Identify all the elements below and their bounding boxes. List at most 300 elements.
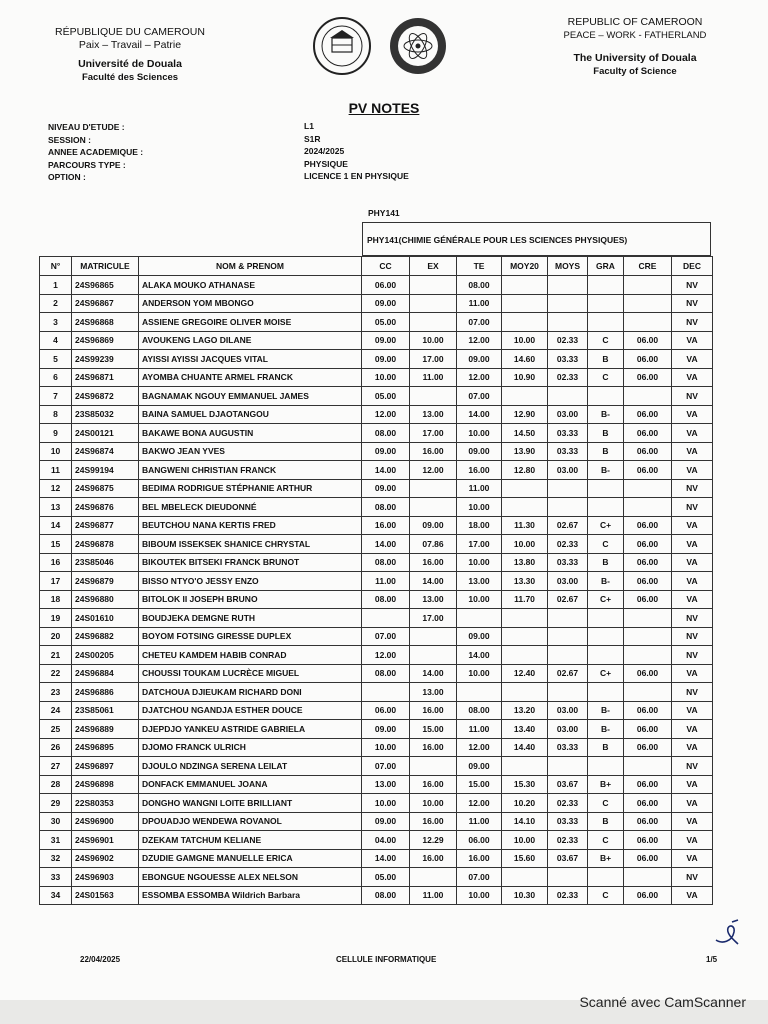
table-cell: 03.00 (548, 572, 588, 591)
table-cell (548, 479, 588, 498)
table-cell: 06.00 (624, 442, 672, 461)
table-cell: B (588, 812, 624, 831)
meta-label-session: SESSION : (48, 134, 91, 145)
table-cell (410, 757, 457, 776)
table-cell: 24S96898 (72, 775, 139, 794)
table-cell (502, 646, 548, 665)
table-cell: C (588, 368, 624, 387)
table-cell: B (588, 442, 624, 461)
table-cell: 06.00 (624, 516, 672, 535)
motto-fr: Paix – Travail – Patrie (78, 39, 182, 51)
table-cell: 06.00 (624, 664, 672, 683)
table-cell (410, 387, 457, 406)
table-cell (624, 313, 672, 332)
table-cell: 06.00 (624, 553, 672, 572)
table-cell: 24S96882 (72, 627, 139, 646)
table-row (40, 683, 713, 702)
table-cell: 24S96871 (72, 368, 139, 387)
table-cell: 07.00 (362, 627, 410, 646)
table-cell: BOUDJEKA DEMGNE RUTH (139, 609, 362, 628)
table-row (40, 294, 713, 313)
column-header: TE (457, 257, 502, 276)
table-cell: DONFACK EMMANUEL JOANA (139, 775, 362, 794)
table-cell (502, 479, 548, 498)
table-cell: BITOLOK II JOSEPH BRUNO (139, 590, 362, 609)
table-cell: 24S96867 (72, 294, 139, 313)
table-cell: VA (672, 461, 713, 480)
table-cell: 02.67 (548, 590, 588, 609)
table-body (40, 276, 713, 905)
table-cell (457, 609, 502, 628)
table-cell: NV (672, 683, 713, 702)
table-cell: 20 (40, 627, 72, 646)
table-cell: 24S01610 (72, 609, 139, 628)
table-cell: 13.80 (502, 553, 548, 572)
table-cell: 10.30 (502, 886, 548, 905)
table-cell: 24S00121 (72, 424, 139, 443)
motto-en: PEACE – WORK - FATHERLAND (563, 30, 707, 41)
table-cell: VA (672, 350, 713, 369)
table-cell: ESSOMBA ESSOMBA Wildrich Barbara (139, 886, 362, 905)
table-cell: DZUDIE GAMGNE MANUELLE ERICA (139, 849, 362, 868)
meta-value-option: LICENCE 1 EN PHYSIQUE (304, 171, 409, 182)
table-cell: 10.00 (410, 794, 457, 813)
table-cell (624, 757, 672, 776)
table-cell: 13.20 (502, 701, 548, 720)
table-cell (548, 276, 588, 295)
table-cell (502, 498, 548, 517)
handwritten-initial-icon (712, 918, 742, 948)
table-row (40, 331, 713, 350)
table-row (40, 701, 713, 720)
table-cell: 06.00 (624, 886, 672, 905)
table-cell: VA (672, 553, 713, 572)
table-cell: 26 (40, 738, 72, 757)
table-cell: 12.00 (362, 405, 410, 424)
table-cell: 06.00 (362, 276, 410, 295)
table-cell: 06.00 (624, 701, 672, 720)
column-header: CRE (624, 257, 672, 276)
table-cell: 13.00 (457, 572, 502, 591)
table-cell: 30 (40, 812, 72, 831)
table-cell: 13.40 (502, 720, 548, 739)
column-header: MOY20 (502, 257, 548, 276)
table-cell: 22 (40, 664, 72, 683)
table-row (40, 720, 713, 739)
table-cell: 06.00 (624, 775, 672, 794)
column-header: MATRICULE (72, 257, 139, 276)
table-cell: 09.00 (457, 627, 502, 646)
table-cell: VA (672, 535, 713, 554)
table-cell: NV (672, 627, 713, 646)
table-cell (624, 646, 672, 665)
table-cell: BANGWENI CHRISTIAN FRANCK (139, 461, 362, 480)
table-cell: 05.00 (362, 387, 410, 406)
table-cell: 11.00 (457, 812, 502, 831)
table-cell: 17.00 (410, 424, 457, 443)
table-cell: VA (672, 812, 713, 831)
table-cell (502, 868, 548, 887)
table-cell: 06.00 (624, 720, 672, 739)
table-cell (410, 646, 457, 665)
table-cell (548, 627, 588, 646)
table-cell: 16.00 (457, 461, 502, 480)
table-cell: 10.00 (362, 794, 410, 813)
table-cell: 03.33 (548, 738, 588, 757)
table-cell: 24S96901 (72, 831, 139, 850)
table-cell: 06.00 (624, 405, 672, 424)
table-cell: BAGNAMAK NGOUY EMMANUEL JAMES (139, 387, 362, 406)
table-cell (624, 683, 672, 702)
table-cell: BEDIMA RODRIGUE STÉPHANIE ARTHUR (139, 479, 362, 498)
table-row (40, 590, 713, 609)
table-cell: 19 (40, 609, 72, 628)
table-cell: VA (672, 831, 713, 850)
table-cell: 14.60 (502, 350, 548, 369)
table-cell: BOYOM FOTSING GIRESSE DUPLEX (139, 627, 362, 646)
table-cell: B (588, 350, 624, 369)
table-cell (624, 498, 672, 517)
table-row (40, 368, 713, 387)
table-cell: B- (588, 572, 624, 591)
course-code: PHY141 (368, 208, 400, 218)
table-row (40, 461, 713, 480)
table-cell: 12.00 (410, 461, 457, 480)
table-cell: 08.00 (362, 424, 410, 443)
table-cell: 03.33 (548, 812, 588, 831)
table-cell: 12.00 (362, 646, 410, 665)
table-cell: 16.00 (362, 516, 410, 535)
table-cell: 21 (40, 646, 72, 665)
table-cell: 08.00 (362, 553, 410, 572)
page-title: PV NOTES (348, 100, 420, 116)
table-cell (362, 609, 410, 628)
table-cell: 23 (40, 683, 72, 702)
meta-labels (48, 121, 143, 184)
table-cell (624, 387, 672, 406)
table-cell: 06.00 (624, 461, 672, 480)
table-cell: 24S96872 (72, 387, 139, 406)
table-cell: B+ (588, 775, 624, 794)
table-cell: 06.00 (624, 535, 672, 554)
table-cell: 6 (40, 368, 72, 387)
country-fr: RÉPUBLIQUE DU CAMEROUN (55, 26, 205, 38)
table-cell: 09.00 (362, 331, 410, 350)
faculty-seal-icon (390, 18, 446, 74)
university-logos (306, 14, 466, 78)
table-cell: 24S96876 (72, 498, 139, 517)
table-cell: 08.00 (362, 664, 410, 683)
table-cell: 24S96875 (72, 479, 139, 498)
table-cell: 10.90 (502, 368, 548, 387)
grades-table (39, 256, 713, 905)
table-cell: VA (672, 590, 713, 609)
table-cell: CHETEU KAMDEM HABIB CONRAD (139, 646, 362, 665)
table-cell: 24S96869 (72, 331, 139, 350)
table-cell: 14.00 (410, 572, 457, 591)
table-cell: 23S85046 (72, 553, 139, 572)
table-cell: NV (672, 868, 713, 887)
table-cell: 10.00 (502, 535, 548, 554)
table-cell: 09.00 (410, 516, 457, 535)
table-cell: 06.00 (624, 350, 672, 369)
table-cell: AVOUKENG LAGO DILANE (139, 331, 362, 350)
table-cell (548, 683, 588, 702)
column-header: CC (362, 257, 410, 276)
table-cell: 24S96884 (72, 664, 139, 683)
table-cell (624, 276, 672, 295)
table-row (40, 498, 713, 517)
table-cell: B- (588, 461, 624, 480)
scanner-watermark: Scanné avec CamScanner (579, 994, 746, 1010)
table-cell: B (588, 553, 624, 572)
table-cell: 03.00 (548, 405, 588, 424)
table-cell: 08.00 (362, 498, 410, 517)
table-cell: 14.00 (362, 535, 410, 554)
table-cell: DATCHOUA DJIEUKAM RICHARD DONI (139, 683, 362, 702)
table-cell: 06.00 (624, 368, 672, 387)
table-cell: VA (672, 794, 713, 813)
table-cell: 16.00 (410, 553, 457, 572)
table-cell: 24S96895 (72, 738, 139, 757)
table-cell: B (588, 424, 624, 443)
header-right (540, 16, 730, 78)
table-cell (410, 294, 457, 313)
table-cell: 02.33 (548, 886, 588, 905)
table-cell: 24S96903 (72, 868, 139, 887)
table-cell: 16.00 (410, 849, 457, 868)
table-row (40, 313, 713, 332)
table-cell: BEUTCHOU NANA KERTIS FRED (139, 516, 362, 535)
table-cell (624, 609, 672, 628)
table-cell: 15.30 (502, 775, 548, 794)
table-cell: 2 (40, 294, 72, 313)
table-cell: 33 (40, 868, 72, 887)
header-left (40, 26, 220, 84)
table-row (40, 849, 713, 868)
table-cell: 28 (40, 775, 72, 794)
table-cell: 14.10 (502, 812, 548, 831)
table-row (40, 646, 713, 665)
footer-page: 1/5 (706, 955, 718, 964)
meta-value-level: L1 (304, 121, 314, 131)
table-row (40, 442, 713, 461)
table-cell: B- (588, 405, 624, 424)
table-cell: 13.00 (410, 405, 457, 424)
table-cell: 15.60 (502, 849, 548, 868)
table-cell (362, 683, 410, 702)
table-cell: BAKAWE BONA AUGUSTIN (139, 424, 362, 443)
table-cell: 02.67 (548, 516, 588, 535)
table-cell: 14.00 (457, 646, 502, 665)
table-cell: 17.00 (457, 535, 502, 554)
table-row (40, 535, 713, 554)
table-cell: 08.00 (362, 886, 410, 905)
table-cell: 07.00 (457, 868, 502, 887)
table-cell: 02.33 (548, 535, 588, 554)
table-cell: 24S00205 (72, 646, 139, 665)
table-cell: 09.00 (457, 757, 502, 776)
table-cell (588, 868, 624, 887)
table-row (40, 886, 713, 905)
table-cell: DJATCHOU NGANDJA ESTHER DOUCE (139, 701, 362, 720)
table-cell: 04.00 (362, 831, 410, 850)
table-cell: VA (672, 442, 713, 461)
table-cell: 16.00 (410, 812, 457, 831)
table-cell: 10.00 (457, 424, 502, 443)
table-cell: 24S96865 (72, 276, 139, 295)
table-cell (588, 294, 624, 313)
table-cell: 06.00 (624, 331, 672, 350)
table-cell: 24S96886 (72, 683, 139, 702)
table-cell: 08.00 (457, 701, 502, 720)
table-cell (548, 609, 588, 628)
table-cell: EBONGUE NGOUESSE ALEX NELSON (139, 868, 362, 887)
table-cell: 24S96874 (72, 442, 139, 461)
table-cell: 11.00 (457, 294, 502, 313)
table-cell: 12.00 (457, 368, 502, 387)
table-cell: 9 (40, 424, 72, 443)
table-cell: BAINA SAMUEL DJAOTANGOU (139, 405, 362, 424)
meta-value-year: 2024/2025 (304, 146, 345, 157)
table-cell (588, 627, 624, 646)
table-cell: DJEPDJO YANKEU ASTRIDE GABRIELA (139, 720, 362, 739)
table-cell: 09.00 (362, 442, 410, 461)
table-cell: VA (672, 368, 713, 387)
table-cell: VA (672, 886, 713, 905)
table-cell: 14.00 (410, 664, 457, 683)
table-cell: 03.33 (548, 442, 588, 461)
table-cell: 5 (40, 350, 72, 369)
table-cell: 13 (40, 498, 72, 517)
table-cell: NV (672, 294, 713, 313)
table-cell: 12.00 (457, 738, 502, 757)
table-cell (502, 276, 548, 295)
table-cell: 24S96880 (72, 590, 139, 609)
table-cell: 11.00 (362, 572, 410, 591)
table-cell: 11.70 (502, 590, 548, 609)
table-cell: NV (672, 479, 713, 498)
meta-label-track: PARCOURS TYPE : (48, 159, 126, 170)
table-cell: C+ (588, 590, 624, 609)
table-cell: 02.33 (548, 831, 588, 850)
table-cell: 10.00 (457, 590, 502, 609)
table-cell: VA (672, 405, 713, 424)
table-row (40, 794, 713, 813)
table-cell: 06.00 (624, 572, 672, 591)
table-cell (410, 276, 457, 295)
table-row (40, 572, 713, 591)
table-cell: AYISSI AYISSI JACQUES VITAL (139, 350, 362, 369)
table-cell: 14 (40, 516, 72, 535)
table-cell: 24S96902 (72, 849, 139, 868)
table-cell: 18 (40, 590, 72, 609)
table-cell: VA (672, 738, 713, 757)
meta-label-level: NIVEAU D'ETUDE : (48, 122, 125, 132)
table-cell: 12.80 (502, 461, 548, 480)
table-cell: 32 (40, 849, 72, 868)
table-cell: ANDERSON YOM MBONGO (139, 294, 362, 313)
table-cell: 03.67 (548, 849, 588, 868)
column-header: DEC (672, 257, 713, 276)
table-row (40, 868, 713, 887)
table-cell: 7 (40, 387, 72, 406)
table-row (40, 276, 713, 295)
table-cell: 10.20 (502, 794, 548, 813)
meta-values (304, 120, 409, 183)
table-cell: NV (672, 609, 713, 628)
table-cell: 24S96879 (72, 572, 139, 591)
footer-date: 22/04/2025 (80, 955, 121, 964)
table-cell: 3 (40, 313, 72, 332)
table-cell (502, 683, 548, 702)
table-cell: 8 (40, 405, 72, 424)
table-cell: 06.00 (624, 812, 672, 831)
table-cell: 07.00 (362, 757, 410, 776)
table-cell: 15.00 (410, 720, 457, 739)
table-cell: 06.00 (624, 849, 672, 868)
table-cell: 14.00 (457, 405, 502, 424)
table-cell: NV (672, 498, 713, 517)
table-cell: 08.00 (362, 590, 410, 609)
table-cell: VA (672, 331, 713, 350)
table-cell: BAKWO JEAN YVES (139, 442, 362, 461)
table-cell: C+ (588, 516, 624, 535)
table-cell: NV (672, 646, 713, 665)
table-cell (624, 627, 672, 646)
table-cell: 24 (40, 701, 72, 720)
table-cell: C (588, 535, 624, 554)
table-cell: 16.00 (410, 701, 457, 720)
column-header: NOM & PRENOM (139, 257, 362, 276)
table-cell (588, 387, 624, 406)
table-cell: 05.00 (362, 313, 410, 332)
table-cell: 24S99194 (72, 461, 139, 480)
table-cell (548, 757, 588, 776)
table-cell: 06.00 (457, 831, 502, 850)
table-cell (548, 294, 588, 313)
footer-department: CELLULE INFORMATIQUE (336, 955, 437, 964)
table-row (40, 516, 713, 535)
table-row (40, 609, 713, 628)
table-cell: 02.67 (548, 664, 588, 683)
table-cell (624, 479, 672, 498)
table-cell: 22S80353 (72, 794, 139, 813)
table-row (40, 738, 713, 757)
table-cell: VA (672, 664, 713, 683)
table-cell: DJOMO FRANCK ULRICH (139, 738, 362, 757)
table-cell: 15 (40, 535, 72, 554)
table-cell: 09.00 (362, 350, 410, 369)
table-cell: 09.00 (362, 812, 410, 831)
table-cell: NV (672, 757, 713, 776)
table-cell: 12.00 (457, 794, 502, 813)
table-cell: 11.30 (502, 516, 548, 535)
table-cell: DONGHO WANGNI LOITE BRILLIANT (139, 794, 362, 813)
table-cell: 11 (40, 461, 72, 480)
table-cell: 03.00 (548, 720, 588, 739)
table-cell: NV (672, 313, 713, 332)
table-cell: 24S96889 (72, 720, 139, 739)
table-cell: 17 (40, 572, 72, 591)
table-cell: C (588, 831, 624, 850)
table-cell (410, 498, 457, 517)
table-cell: 06.00 (624, 738, 672, 757)
table-cell: 03.00 (548, 701, 588, 720)
table-cell: 10.00 (410, 331, 457, 350)
table-cell: 06.00 (362, 701, 410, 720)
table-cell: 16.00 (410, 442, 457, 461)
